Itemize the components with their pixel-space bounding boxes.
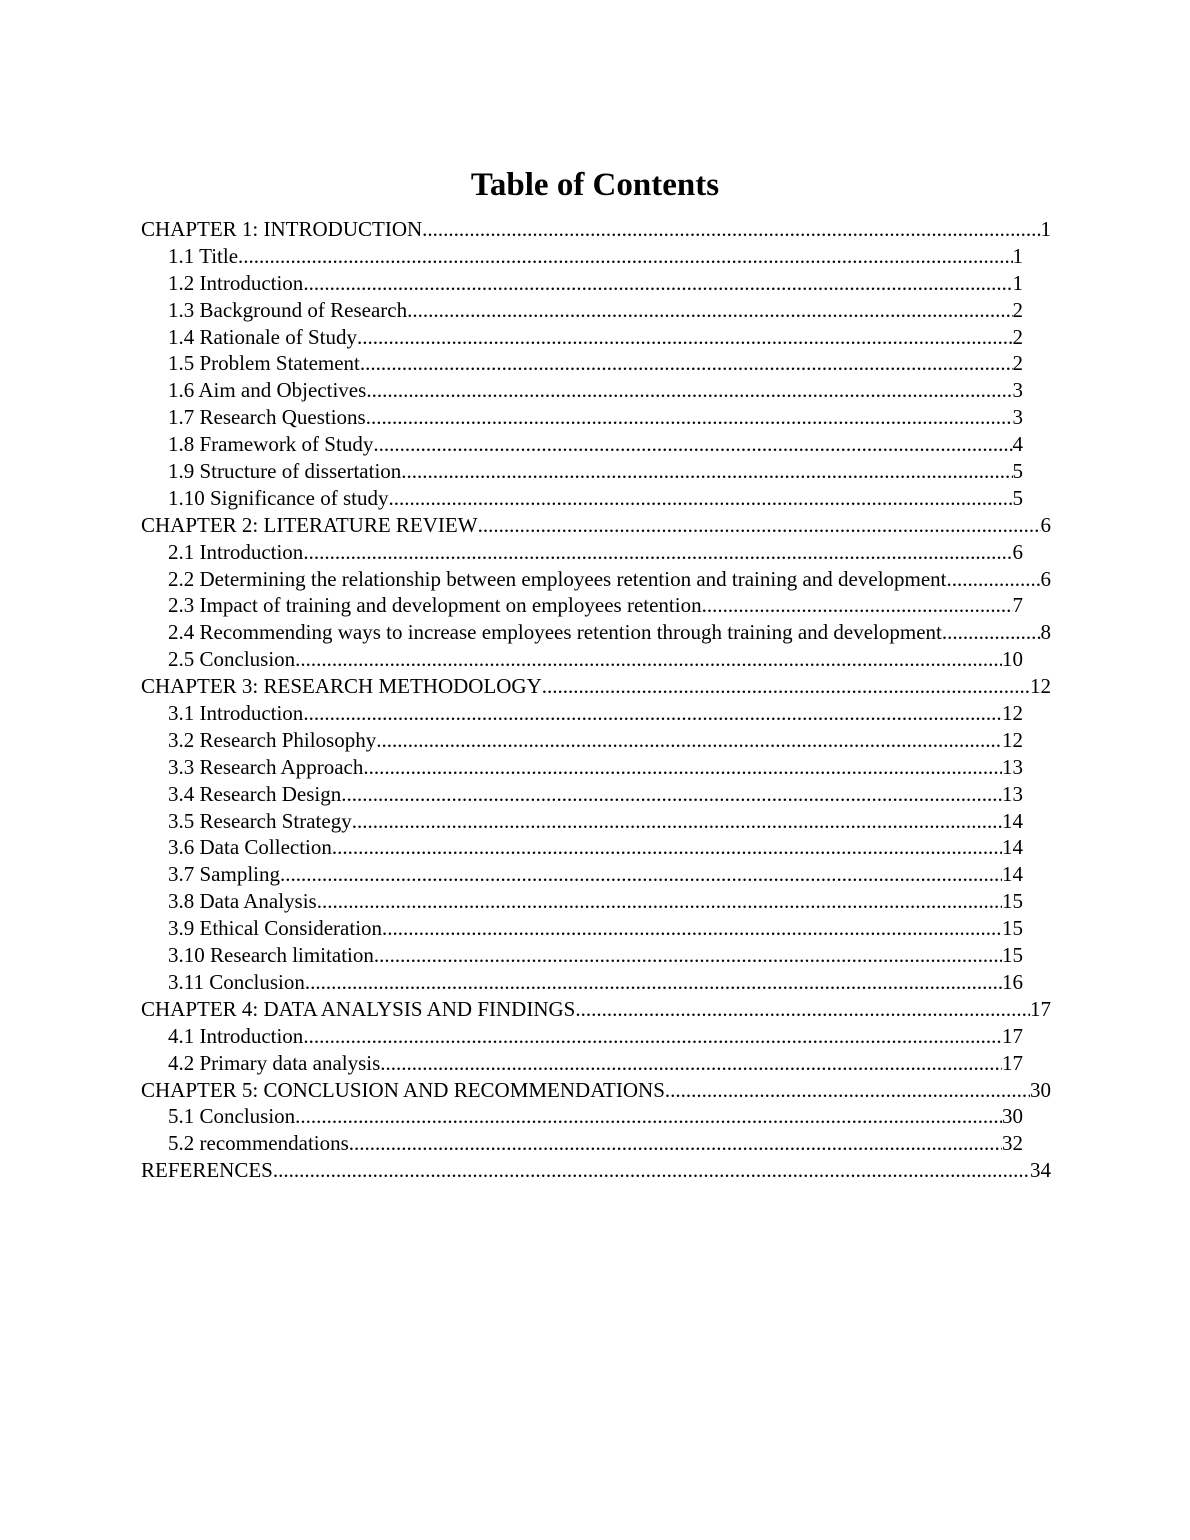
- toc-dot-leader: [952, 566, 1041, 593]
- toc-page-number: 34: [1030, 1158, 1051, 1183]
- toc-dot-leader: [352, 808, 1002, 835]
- toc-page-number: 30: [1002, 1104, 1023, 1129]
- toc-dot-leader: [376, 727, 1002, 754]
- toc-entry-label: 3.7 Sampling: [168, 862, 281, 887]
- toc-dot-leader: [665, 1077, 1030, 1104]
- toc-entry-label: CHAPTER 3: RESEARCH METHODOLOGY: [141, 674, 542, 699]
- toc-section-entry[interactable]: [141, 377, 1023, 404]
- toc-page-number: 5: [1012, 459, 1023, 484]
- toc-page-number: 13: [1002, 754, 1023, 779]
- toc-section-entry[interactable]: [141, 915, 1023, 942]
- toc-page-number: 2: [1012, 324, 1023, 349]
- toc-entry-label: 3.8 Data Analysis: [168, 889, 317, 914]
- toc-dot-leader: [295, 1103, 1002, 1130]
- toc-dot-leader: [317, 888, 1002, 915]
- toc-dot-leader: [357, 324, 1013, 351]
- toc-section-entry[interactable]: [141, 619, 1051, 646]
- toc-dot-leader: [380, 1050, 1002, 1077]
- toc-dot-leader: [280, 861, 1002, 888]
- toc-page-number: 1: [1040, 217, 1051, 241]
- toc-entry-label: 3.2 Research Philosophy: [168, 727, 377, 752]
- toc-entry-label: 3.4 Research Design: [168, 781, 342, 806]
- toc-dot-leader: [363, 754, 1002, 781]
- toc-page-number: 4: [1012, 432, 1023, 457]
- toc-section-entry[interactable]: [141, 566, 1051, 593]
- toc-section-entry[interactable]: [141, 431, 1023, 458]
- toc-page-number: 10: [1002, 647, 1023, 672]
- toc-page-number: 2: [1012, 297, 1023, 322]
- toc-dot-leader: [366, 404, 1013, 431]
- toc-entry-label: 1.6 Aim and Objectives: [168, 378, 367, 403]
- toc-entry-label: CHAPTER 2: LITERATURE REVIEW: [141, 512, 478, 537]
- toc-page-number: 32: [1002, 1131, 1023, 1156]
- toc-page-number: 8: [1040, 620, 1051, 645]
- toc-entry-label: 1.4 Rationale of Study: [168, 324, 357, 349]
- toc-dot-leader: [478, 512, 1041, 539]
- toc-entry-label: REFERENCES: [141, 1158, 273, 1183]
- toc-entry-label: 2.4 Recommending ways to increase employees retention through training and development.: [168, 620, 948, 645]
- toc-entry-label: 1.5 Problem Statement: [168, 351, 360, 376]
- toc-section-entry[interactable]: [141, 969, 1023, 996]
- toc-page-number: 14: [1002, 862, 1023, 887]
- toc-section-entry[interactable]: [141, 404, 1023, 431]
- toc-page-number: 6: [1040, 566, 1051, 591]
- toc-dot-leader: [401, 458, 1012, 485]
- toc-dot-leader: [947, 619, 1040, 646]
- toc-page-number: 17: [1030, 996, 1051, 1021]
- toc-page-number: 16: [1002, 969, 1023, 994]
- toc-section-entry[interactable]: [141, 942, 1023, 969]
- toc-page-number: 17: [1002, 1050, 1023, 1075]
- toc-entry-label: 4.1 Introduction: [168, 1023, 304, 1048]
- toc-dot-leader: [542, 673, 1030, 700]
- toc-dot-leader: [295, 646, 1002, 673]
- toc-dot-leader: [360, 350, 1013, 377]
- toc-section-entry[interactable]: [141, 1130, 1023, 1157]
- toc-entry-label: 1.8 Framework of Study: [168, 432, 374, 457]
- toc-entry-label: 1.1 Title: [168, 243, 239, 268]
- toc-dot-leader: [273, 1157, 1030, 1184]
- toc-page-number: 2: [1012, 351, 1023, 376]
- toc-page-number: 13: [1002, 781, 1023, 806]
- toc-dot-leader: [332, 834, 1002, 861]
- toc-page-number: 1: [1012, 243, 1023, 268]
- toc-dot-leader: [366, 377, 1012, 404]
- toc-page-number: 3: [1012, 405, 1023, 430]
- toc-chapter-entry[interactable]: [141, 673, 1051, 700]
- toc-page-number: 3: [1012, 378, 1023, 403]
- toc-dot-leader: [349, 1130, 1002, 1157]
- toc-dot-leader: [382, 915, 1002, 942]
- toc-chapter-entry[interactable]: [141, 512, 1051, 539]
- toc-dot-leader: [303, 1023, 1002, 1050]
- toc-dot-leader: [407, 297, 1012, 324]
- toc-entry-label: 4.2 Primary data analysis: [168, 1050, 381, 1075]
- toc-dot-leader: [575, 996, 1030, 1023]
- toc-section-entry[interactable]: [141, 700, 1023, 727]
- toc-page-number: 14: [1002, 835, 1023, 860]
- toc-entry-label: 3.9 Ethical Consideration: [168, 916, 383, 941]
- toc-page-number: 14: [1002, 808, 1023, 833]
- toc-page-number: 1: [1012, 270, 1023, 295]
- toc-entry-label: CHAPTER 1: INTRODUCTION: [141, 217, 423, 241]
- toc-chapter-entry[interactable]: [141, 1157, 1051, 1184]
- toc-entry-label: 2.5 Conclusion: [168, 647, 296, 672]
- toc-dot-leader: [305, 969, 1002, 996]
- toc-section-entry[interactable]: [141, 592, 1023, 619]
- toc-section-entry[interactable]: [141, 1050, 1023, 1077]
- toc-section-entry[interactable]: [141, 646, 1023, 673]
- page-title: Table of Contents: [470, 167, 720, 203]
- toc-page-number: 15: [1002, 943, 1023, 968]
- toc-page-number: 15: [1002, 916, 1023, 941]
- toc-entry-label: CHAPTER 5: CONCLUSION AND RECOMMENDATIONS: [141, 1077, 665, 1102]
- toc-section-entry[interactable]: [141, 297, 1023, 324]
- toc-section-entry[interactable]: [141, 1103, 1023, 1130]
- toc-section-entry[interactable]: [141, 539, 1023, 566]
- toc-section-entry[interactable]: [141, 350, 1023, 377]
- toc-entry-label: 3.10 Research limitation: [168, 943, 374, 968]
- toc-chapter-entry[interactable]: [141, 216, 1051, 243]
- toc-page-number: 15: [1002, 889, 1023, 914]
- toc-dot-leader: [373, 431, 1012, 458]
- toc-entry-label: 1.2 Introduction: [168, 270, 304, 295]
- toc-section-entry[interactable]: [141, 270, 1023, 297]
- toc-page-number: 12: [1002, 727, 1023, 752]
- toc-dot-leader: [303, 270, 1012, 297]
- toc-section-entry[interactable]: [141, 485, 1023, 512]
- toc-section-entry[interactable]: [141, 861, 1023, 888]
- toc-page-number: 6: [1012, 539, 1023, 564]
- toc-dot-leader: [341, 781, 1002, 808]
- toc-section-entry[interactable]: [141, 727, 1023, 754]
- toc-section-entry[interactable]: [141, 243, 1023, 270]
- toc-section-entry[interactable]: [141, 808, 1023, 835]
- toc-entry-label: 2.2 Determining the relationship between employees retention and training and development.: [168, 566, 952, 591]
- toc-section-entry[interactable]: [141, 324, 1023, 351]
- toc-dot-leader: [422, 216, 1040, 243]
- toc-entry-label: 3.3 Research Approach: [168, 754, 364, 779]
- toc-entry-label: 3.1 Introduction: [168, 701, 304, 726]
- toc-dot-leader: [303, 700, 1002, 727]
- toc-entry-label: 1.9 Structure of dissertation: [168, 459, 402, 484]
- toc-section-entry[interactable]: [141, 888, 1023, 915]
- toc-page-number: 7: [1012, 593, 1023, 618]
- toc-entry-label: 2.1 Introduction: [168, 539, 304, 564]
- toc-dot-leader: [303, 539, 1012, 566]
- toc-entry-label: 1.3 Background of Research: [168, 297, 408, 322]
- toc-entry-label: 1.10 Significance of study: [168, 485, 389, 510]
- toc-page-number: 30: [1030, 1077, 1051, 1102]
- toc-section-entry[interactable]: [141, 781, 1023, 808]
- toc-entry-label: 5.2 recommendations: [168, 1131, 349, 1156]
- toc-page-number: 6: [1040, 512, 1051, 537]
- toc-dot-leader: [388, 485, 1012, 512]
- toc-page-number: 12: [1002, 701, 1023, 726]
- toc-entry-label: 3.5 Research Strategy: [168, 808, 352, 833]
- toc-page-number: 5: [1012, 485, 1023, 510]
- toc-section-entry[interactable]: [141, 458, 1023, 485]
- toc-dot-leader: [238, 243, 1012, 270]
- toc-entry-label: 3.11 Conclusion: [168, 969, 305, 994]
- toc-page-number: 12: [1030, 674, 1051, 699]
- toc-entry-label: 2.3 Impact of training and development on employees retention: [168, 593, 702, 618]
- table-of-contents: [141, 216, 1051, 1184]
- toc-page-number: 17: [1002, 1023, 1023, 1048]
- toc-section-entry[interactable]: [141, 834, 1023, 861]
- toc-chapter-entry[interactable]: [141, 996, 1051, 1023]
- toc-section-entry[interactable]: [141, 1023, 1023, 1050]
- toc-entry-label: 1.7 Research Questions: [168, 405, 366, 430]
- toc-entry-label: 5.1 Conclusion: [168, 1104, 296, 1129]
- toc-entry-label: CHAPTER 4: DATA ANALYSIS AND FINDINGS: [141, 996, 576, 1021]
- toc-section-entry[interactable]: [141, 754, 1023, 781]
- toc-dot-leader: [702, 592, 1013, 619]
- toc-dot-leader: [374, 942, 1002, 969]
- toc-entry-label: 3.6 Data Collection: [168, 835, 332, 860]
- toc-chapter-entry[interactable]: [141, 1077, 1051, 1104]
